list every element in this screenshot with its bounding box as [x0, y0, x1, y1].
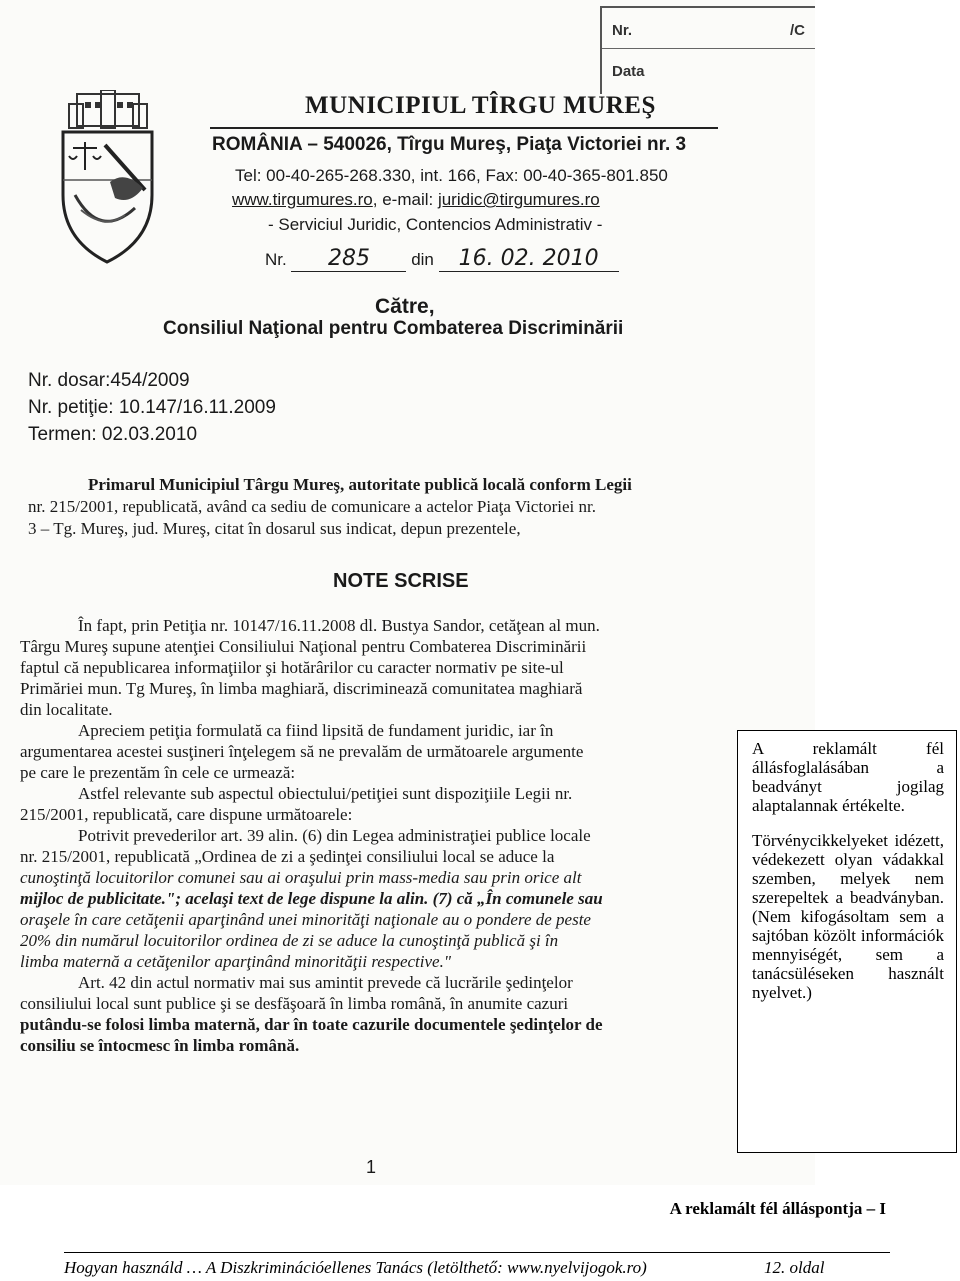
contact-line: www.tirgumures.ro, e-mail: juridic@tirgumures.ro — [232, 190, 600, 209]
email-link[interactable]: juridic@tirgumures.ro — [437, 190, 600, 209]
recipient-label: Către, — [375, 295, 435, 318]
registration-date: 16. 02. 2010 — [439, 246, 619, 272]
website-link[interactable]: www.tirgumures.ro — [232, 190, 373, 209]
footer-text: Hogyan használd … A Diszkriminációellenes Tanács (letölthető: www.nyelvijogok.ro) — [64, 1258, 647, 1277]
registration-number: 285 — [291, 246, 406, 272]
registration-line: Nr. 285 din 16. 02. 2010 — [265, 246, 619, 272]
phone-line: Tel: 00-40-265-268.330, int. 166, Fax: 00-40-365-801.850 — [235, 166, 668, 185]
footer-divider — [64, 1252, 890, 1253]
stamp-nr-suffix: /C — [790, 22, 805, 39]
address-line: ROMÂNIA – 540026, Tîrgu Mureş, Piaţa Victoriei nr. 3 — [212, 134, 687, 155]
scan-page-number: 1 — [366, 1157, 377, 1177]
footer-page-number: 12. oldal — [764, 1258, 825, 1277]
deadline: Termen: 02.03.2010 — [28, 424, 198, 445]
petition-number: Nr. petiţie: 10.147/16.11.2009 — [28, 397, 276, 418]
letter-body: În fapt, prin Petiţia nr. 10147/16.11.2008 dl. Bustya Sandor, cetăţean al mun. Târgu Mureş supune atenţiei Consiliului Naţional pentru Combaterea Discriminării faptul că nepublicarea informaţiilor şi hotărârilor cu caracter normativ pe site-ul Primăriei mun. Tg Mureş, în limba maghiară, discriminează comunitatea maghiară din localitate. Apreciem petiţia formulată ca fiind lipsită de fundament juridic, iar în argumentarea acestei susţineri înţelegem să ne prevalăm de următoarele argumente pe care le prezentăm în cele ce urmează: Astfel relevante sub aspectul obiectului/petiţiei sunt dispoziţiile Legii nr. 215/2001, republicată, care dispune următoarele: Potrivit prevederilor art. 39 alin. (6) din Legea administraţiei publice locale nr. 215/2001, republicată „Ordinea de zi a şedinţei consiliului local se aduce la cunoştinţă locuitorilor comunei sau ai oraşului prin mass-media sau prin orice alt mijloc de publicitate."; acelaşi text de lege dispune la alin. (7) că „În comunele sau oraşele în care cetăţenii aparţinând unei minorităţi naţionale au o pondere de peste 20% din numărul locuitorilor ordinea de zi se aduce la cunoştinţă publică şi în limba maternă a cetăţenilor aparţinând minorităţii respective." Art. 42 din actul normativ mai sus amintit prevede că lucrările şedinţelor consiliului local sunt publice şi se desfăşoară în limba română, în anumite cazuri putându-se folosi limba maternă, dar în toate cazurile documentele şedinţelor de consiliu se întocmesc în limba română. — [20, 616, 603, 1055]
municipality-title: MUNICIPIUL TÎRGU MUREŞ — [305, 92, 656, 119]
stamp-data-label: Data — [612, 63, 645, 80]
stamp-nr-label: Nr. — [612, 22, 633, 39]
intro-paragraph: Primarul Municipiul Târgu Mureş, autoritate publică locală conform Legii nr. 215/2001, republicată, având ca sediu de comunicare a actelor Piaţa Victoriei nr. 3 – Tg. Mureş, jud. Mureş, citat în dosarul sus indicat, depun prezentele, — [28, 475, 632, 538]
note-title: NOTE SCRISE — [333, 570, 469, 592]
annotation-box — [737, 730, 957, 1153]
recipient-name: Consiliul Naţional pentru Combaterea Discriminării — [163, 318, 624, 339]
annotation-paragraph-1: A reklamált fél állásfoglalásában a beadványt jogilag alaptalannak értékelte. — [752, 739, 944, 815]
registration-stamp — [600, 6, 815, 94]
department-line: - Serviciul Juridic, Contencios Administrativ - — [268, 215, 603, 234]
page-footer — [64, 1258, 890, 1278]
annotation-paragraph-2: Törvénycikkelyeket idézett, védekezett olyan vádakkal szemben, melyek nem szerepeltek a beadványban. (Nem kifogásoltam sem a sajtóban közölt információk mennyiségét, sem a tanácsüléseken használt nyelvet.) — [752, 831, 944, 1002]
coat-of-arms-icon — [55, 90, 160, 265]
file-number: Nr. dosar:454/2009 — [28, 370, 190, 391]
figure-caption: A reklamált fél álláspontja – I — [669, 1199, 886, 1218]
